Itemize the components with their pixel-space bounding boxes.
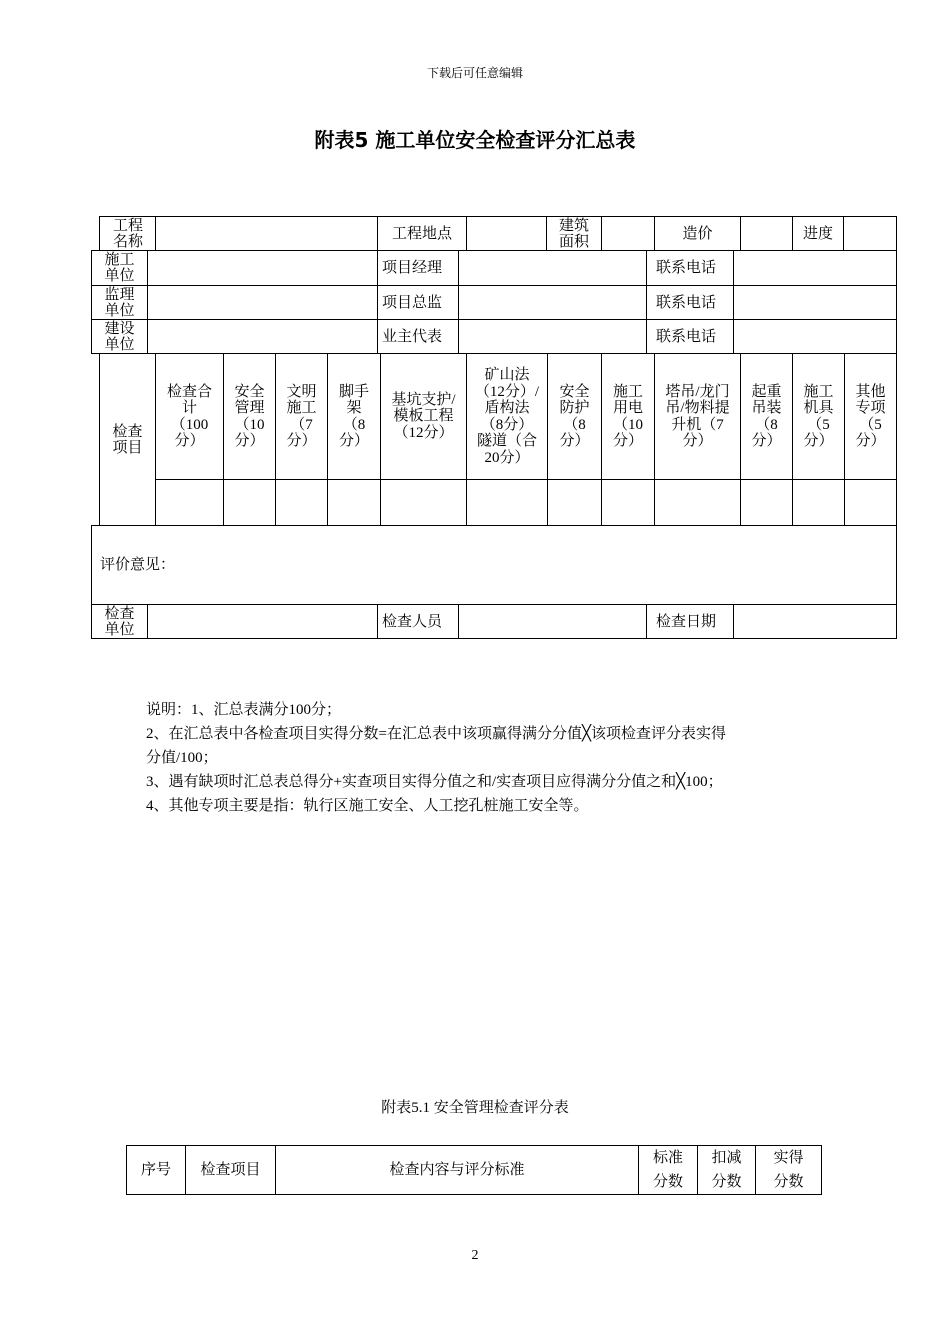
label-building-area: 建筑面积 — [558, 217, 589, 250]
subtable-header-item: 检查项目 — [200, 1162, 261, 1178]
col-total: 检查合计（100分） — [166, 383, 212, 449]
notes — [146, 698, 826, 818]
col-foundation-formwork: 基坑支护/模板工程（12分） — [391, 391, 456, 441]
subtable-header-standard: 标准分数 — [652, 1150, 683, 1190]
label-contact-phone-3: 联系电话 — [656, 328, 717, 345]
label-check-date: 检查日期 — [656, 613, 717, 630]
note-line: 4、其他专项主要是指：轨行区施工安全、人工挖孔桩施工安全等。 — [146, 798, 589, 814]
col-hoisting: 起重吊装（8分） — [751, 383, 782, 449]
subtable-header-no: 序号 — [140, 1162, 171, 1178]
col-safety-management: 安全管理（10分） — [234, 383, 265, 449]
label-project-name: 工程名称 — [112, 217, 143, 250]
label-project-location: 工程地点 — [391, 225, 452, 242]
col-tunnel: 矿山法（12分）/盾构法（8分）隧道（合20分） — [474, 367, 540, 466]
label-contact-phone-2: 联系电话 — [656, 294, 717, 311]
label-evaluation: 评价意见： — [100, 557, 176, 573]
note-line: 3、遇有缺项时汇总表总得分+实查项目实得分值之和/实查项目应得满分分值之和╳100； — [146, 774, 723, 790]
subtable-header-deduct: 扣减分数 — [711, 1150, 742, 1190]
label-check-unit: 检查单位 — [104, 605, 135, 638]
label-progress: 进度 — [802, 225, 833, 242]
col-civilized-construction: 文明施工（7分） — [286, 383, 317, 449]
label-construction-unit: 施工单位 — [104, 252, 135, 284]
label-contact-phone-1: 联系电话 — [656, 260, 717, 276]
col-scaffold: 脚手架（8分） — [338, 383, 369, 449]
subtable-header-content: 检查内容与评分标准 — [389, 1162, 525, 1178]
col-other-special: 其他专项（5分） — [855, 383, 886, 449]
label-check-items: 检查项目 — [112, 423, 143, 456]
subtable-title: 附表5.1 安全管理检查评分表 — [381, 1100, 569, 1116]
page-number: 2 — [471, 1248, 479, 1263]
note-line: 2、在汇总表中各检查项目实得分数=在汇总表中该项赢得满分分值╳该项检查评分表实得 — [146, 726, 726, 742]
label-chief-supervisor: 项目总监 — [382, 294, 443, 311]
label-project-manager: 项目经理 — [382, 260, 443, 276]
header-note: 下载后可任意编辑 — [426, 66, 523, 80]
note-line: 说明：1、汇总表满分100分； — [146, 702, 342, 718]
label-owner-rep: 业主代表 — [382, 328, 443, 345]
col-safety-protection: 安全防护（8分） — [559, 383, 590, 449]
page-title: 附表5 施工单位安全检查评分汇总表 — [314, 128, 636, 152]
note-line: 分值/100； — [146, 750, 218, 766]
subtable-header-actual: 实得分数 — [773, 1150, 804, 1190]
col-electricity: 施工用电（10分） — [612, 383, 643, 449]
label-inspector: 检查人员 — [382, 613, 443, 630]
label-owner-unit: 建设单位 — [104, 320, 135, 353]
col-cranes: 塔吊/龙门吊/物料提升机（7分） — [665, 383, 730, 449]
col-machinery: 施工机具（5分） — [803, 383, 834, 449]
label-cost: 造价 — [682, 225, 713, 242]
label-supervision-unit: 监理单位 — [104, 286, 135, 319]
